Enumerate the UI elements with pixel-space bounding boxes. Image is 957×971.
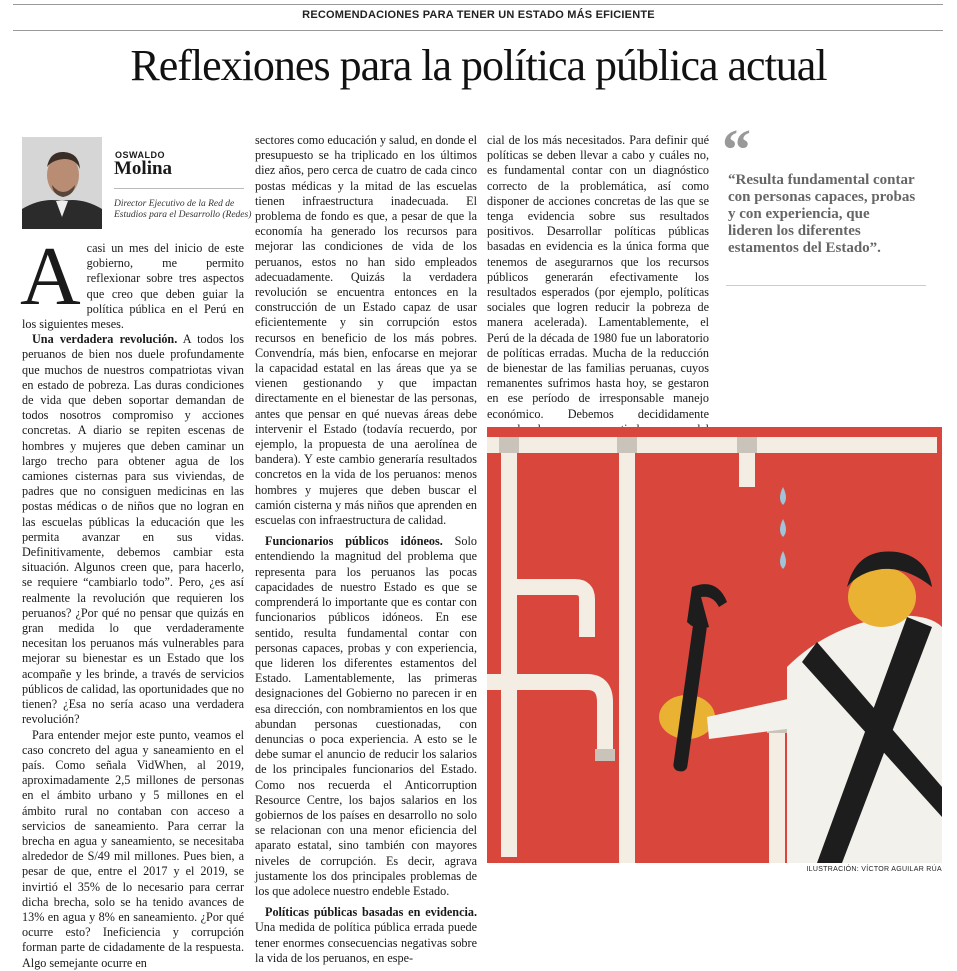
article-column-1 bbox=[20, 230, 244, 971]
subhead-politicas: Políticas públicas basadas en evidencia. bbox=[265, 905, 477, 920]
author-first-name: OSWALDO bbox=[115, 150, 165, 160]
top-rule bbox=[13, 4, 943, 5]
paragraph-text: Una medida de política pública errada puede tener enormes consecuencias negativas sobre la vida de los peruanos, en espe- bbox=[255, 920, 477, 965]
headline: Reflexiones para la política pública actual bbox=[130, 41, 827, 90]
article-column-2 bbox=[255, 133, 477, 966]
plumber-pipes-illustration bbox=[487, 427, 942, 863]
paragraph bbox=[487, 133, 709, 452]
subhead-funcionarios: Funcionarios públicos idóneos. bbox=[265, 534, 443, 549]
pull-quote: “Resulta fundamental contar con personas capaces, probas y con experiencia, que lideren los diferentes estamentos del Estado”. bbox=[728, 172, 916, 256]
subhead-revolution: Una verdadera revolución. bbox=[32, 332, 178, 347]
intro-paragraph bbox=[20, 230, 244, 332]
author-photo bbox=[22, 137, 102, 229]
illustration bbox=[487, 427, 942, 863]
article-column-3 bbox=[487, 133, 709, 452]
author-portrait-image bbox=[22, 137, 102, 229]
paragraph: sectores como educación y salud, en donde el presupuesto se ha triplicado en los últimos diez años, pero cerca de cuatro de cada cinco postas médicas y la mitad de las escuelas tienen infraestructura inadecuada. El problema de fondo es que, a pesar de que la economía ha generado los recursos para mejorar las condiciones de vida de los peruanos, estos no han sido empleados adecuadamente. Quizás la verdadera revolución se encuentra entonces en la construcción de un Estado capaz de usar eficientemente y sin corrupción estos recursos en beneficio de los más pobres. Convendría, más bien, enfocarse en mejorar la capacidad estatal en las áreas que ya se vienen gestionando y que impactan directamente en el bienestar de las personas, antes que pensar en qué nuevas áreas debe intervenir el Estado (todavía recuerdo, por ejemplo, la propuesta de una aerolínea de bandera). Y este cambio generaría resultados concretos en la vida de los peruanos: menos hombres y mujeres que deben buscar el camión cisterna y más niños que aprenden en escuelas con infraestructura de calidad. bbox=[255, 133, 478, 528]
paragraph-text: cial de los más necesitados. Para definir qué políticas se deben llevar a cabo y cuáles no, es fundamental contar con un diagnóstico correcto de la problemática, así como disponer de acciones concretas de las que se tenga evidencia sobre sus resultados positivos. Desarrollar políticas públicas basadas en evidencia es la única forma que tenemos de asegurarnos que los recursos públicos generarán efectivamente los resultados esperados (por ejemplo, políticas sociales que logren reducir la pobreza de manera acelerada). Lamentablemente, el Perú de la década de 1980 fue un laboratorio de políticas erradas. Mucha de la reducción de bienestar de las familias peruanas, cuyos remanentes sufrimos hasta hoy, se gestaron en ese período de irresponsable manejo económico. Debemos decididamente bbox=[487, 133, 709, 421]
drop-cap: A bbox=[20, 230, 81, 323]
paragraph: Para entender mejor este punto, veamos el caso concreto del agua y saneamiento en el país. Como señala VidWhen, al 2019, aproximadamente 2,5 millones de personas en el ámbito urbano y 5 millones en el ámbito rural no contaban con acceso a servicios de saneamiento. Para cerrar la brecha en agua y saneamiento, se necesitaba alrededor de S/49 mil millones. Pues bien, a pesar de que, entre el 2017 y el 2019, se invirtió el 35% de lo necesario para cerrar dicha brecha, solo se ha tenido avances de 13% en agua y 8% en saneamiento. ¿Por qué ocurre esto? Ineficiencia y corrupción forman parte de cidadamente de la respuesta. Algo semejante ocurre en bbox=[22, 727, 244, 970]
paragraph-text: Solo entendiendo la magnitud del problema que representa para los peruanos las pocas capacidades de nuestro Estado es que se comprenderá lo importante que es contar con funcionarios públicos idóneos. En ese sentido, resulta fundamental contar con personas capaces, probas y con experiencia, que lideren los diferentes estamentos del Estado. Lamentablemente, las primeras designaciones del Gobierno no parecen ir en esa dirección, con nombramientos en los que abundan personas cuestionadas, con denuncias o poca experiencia. A esto se le debe sumar el anuncio de reducir los salarios de los principales funcionarios del Estado. Como nos recuerda el Anticorruption Resource Centre, los bajos salarios en los gobiernos de los países en desarrollo no solo se relacionan con una menor eficiencia del aparato estatal, sino también con mayores niveles de corrupción. Es decir, agrava justamente los dos principales problemas de los que adolece nuestro endeble Estado. bbox=[255, 534, 478, 898]
pull-quote-rule bbox=[726, 285, 926, 286]
paragraph bbox=[255, 534, 477, 899]
section-kicker: RECOMENDACIONES PARA TENER UN ESTADO MÁS EFICIENTE bbox=[302, 9, 655, 21]
quote-mark-icon: “ bbox=[722, 117, 751, 182]
author-role: Director Ejecutivo de la Red de Estudios para el Desarrollo (Redes) bbox=[114, 199, 252, 220]
paragraph bbox=[22, 332, 244, 727]
intro-text: casi un mes del inicio de este gobierno, me permito reflexionar sobre tres aspectos que creo que deben guiar la política pública en el Perú en los siguientes meses. bbox=[22, 241, 244, 332]
kicker-rule bbox=[13, 30, 943, 31]
author-last-name: Molina bbox=[114, 158, 173, 179]
paragraph bbox=[255, 905, 477, 966]
paragraph-text: A todos los peruanos de bien nos duele profundamente que muchos de nuestros compatriotas vivan en estado de pobreza. Las duras condiciones de vida que deben soportar demandan de todos nosotros compromiso y acciones concretas. A diario se repiten escenas de hombres y mujeres que deben caminar un largo trecho para obtener agua de los camiones cisternas para sus viviendas, de padres que no consiguen medicinas en las postas médicas o de niños que no logran en las escuelas públicas la educación que les permita avanzar en sus vidas. Definitivamente, debemos cambiar esta situación. Algunos creen que, para hacerlo, se requiere “cambiarlo todo”. Pero, ¿es así realmente la revolución que requieren los peruanos? ¿Por qué no pensar que quizás en gran medida lo que verdaderamente necesitan los peruanos más vulnerables para mejorar su bienestar es un Estado que los acompañe y les brinde, a través de servicios públicos de calidad, las oportunidades que no tienen? ¿Esa no sería acaso una verdadera revolución? bbox=[22, 332, 244, 727]
illustration-credit: ILUSTRACIÓN: VÍCTOR AGUILAR RÚA bbox=[806, 866, 942, 873]
author-divider bbox=[114, 188, 244, 189]
